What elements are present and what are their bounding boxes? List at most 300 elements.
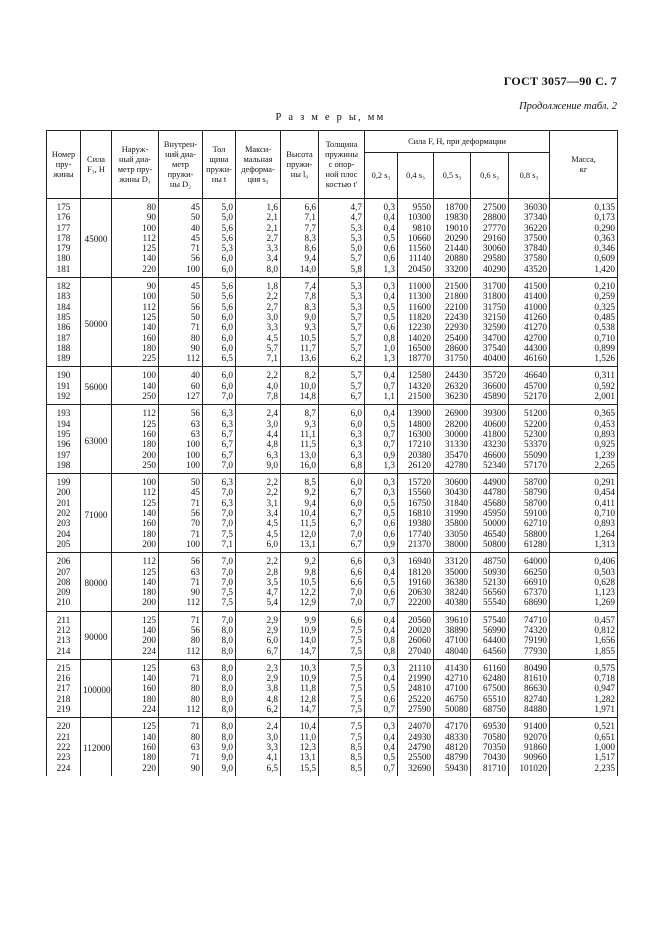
cell-value: 0,609 — [550, 253, 618, 263]
cell-value: 70350 — [471, 742, 509, 752]
table-row — [47, 278, 618, 292]
cell-value: 6,0 — [319, 474, 365, 488]
cell-value: 6,0 — [236, 635, 281, 645]
cell-value: 7,0 — [203, 577, 236, 587]
cell-value: 127 — [159, 391, 203, 405]
cell-value: 2,7 — [236, 233, 281, 243]
cell-num: 195 — [47, 429, 81, 439]
cell-value: 36220 — [509, 223, 550, 233]
cell-value: 35000 — [434, 567, 471, 577]
cell-value: 15,5 — [281, 763, 319, 776]
cell-value: 67370 — [509, 587, 550, 597]
cell-value: 33120 — [434, 553, 471, 567]
cell-num: 191 — [47, 381, 81, 391]
cell-value: 0,6 — [365, 518, 398, 528]
cell-value: 41500 — [509, 278, 550, 292]
cell-value: 12,8 — [281, 694, 319, 704]
cell-value: 6,6 — [319, 567, 365, 577]
header-line: F₃, Н — [87, 164, 105, 174]
cell-num: 208 — [47, 577, 81, 587]
cell-value: 9,8 — [281, 567, 319, 577]
cell-value: 2,1 — [236, 212, 281, 222]
cell-value: 51200 — [509, 405, 550, 419]
cell-value: 6,0 — [203, 333, 236, 343]
cell-value: 41400 — [509, 291, 550, 301]
cell-value: 21370 — [398, 539, 434, 553]
cell-value: 0,4 — [365, 611, 398, 625]
header-line: метр пру- — [117, 164, 153, 174]
cell-value: 0,899 — [550, 343, 618, 353]
table-row — [47, 659, 618, 673]
cell-value: 37840 — [509, 243, 550, 253]
cell-value: 6,0 — [236, 539, 281, 553]
cell-value: 140 — [112, 625, 159, 635]
cell-value: 7,5 — [203, 597, 236, 611]
cell-value: 56 — [159, 405, 203, 419]
table-row — [47, 646, 618, 660]
cell-value: 36230 — [434, 391, 471, 405]
cell-value: 6,7 — [319, 539, 365, 553]
cell-value: 31750 — [471, 302, 509, 312]
cell-value: 70430 — [471, 752, 509, 762]
cell-value: 7,8 — [281, 291, 319, 301]
cell-value: 46540 — [471, 529, 509, 539]
cell-value: 8,0 — [203, 732, 236, 742]
cell-value: 6,6 — [319, 553, 365, 567]
cell-value: 19160 — [398, 577, 434, 587]
header-line: ной плос — [325, 169, 358, 179]
cell-value: 160 — [112, 518, 159, 528]
cell-value: 2,2 — [236, 474, 281, 488]
cell-value: 44900 — [471, 474, 509, 488]
cell-value: 8,3 — [281, 233, 319, 243]
cell-value: 6,0 — [203, 322, 236, 332]
col-header-s3 — [236, 131, 281, 199]
cell-value: 21500 — [398, 391, 434, 405]
cell-num: 223 — [47, 752, 81, 762]
cell-value: 6,3 — [319, 450, 365, 460]
cell-value: 9,9 — [281, 611, 319, 625]
cell-value: 52170 — [509, 391, 550, 405]
cell-value: 180 — [112, 694, 159, 704]
cell-value: 11,5 — [281, 518, 319, 528]
col-header-f02: 0,2 s₃ — [365, 153, 398, 199]
table-row — [47, 508, 618, 518]
cell-value: 8,5 — [319, 763, 365, 776]
cell-value: 52300 — [509, 429, 550, 439]
cell-value: 1,0 — [365, 343, 398, 353]
cell-value: 7,8 — [236, 391, 281, 405]
spring-spec-table — [46, 130, 618, 776]
cell-value: 71 — [159, 243, 203, 253]
cell-num: 186 — [47, 322, 81, 332]
cell-value: 8,0 — [203, 704, 236, 718]
cell-value: 52130 — [471, 577, 509, 587]
cell-value: 9,0 — [236, 460, 281, 474]
cell-value: 5,6 — [203, 302, 236, 312]
cell-value: 4,8 — [236, 694, 281, 704]
cell-value: 14,7 — [281, 646, 319, 660]
cell-value: 19380 — [398, 518, 434, 528]
cell-num: 183 — [47, 291, 81, 301]
header-line: ны D₂ — [169, 179, 192, 189]
cell-value: 2,7 — [236, 302, 281, 312]
cell-value: 0,893 — [550, 429, 618, 439]
cell-value: 27770 — [471, 223, 509, 233]
cell-value: 16810 — [398, 508, 434, 518]
cell-value: 10,5 — [281, 333, 319, 343]
cell-value: 8,2 — [281, 367, 319, 381]
table-row — [47, 233, 618, 243]
cell-value: 1,264 — [550, 529, 618, 539]
table-row — [47, 333, 618, 343]
header-line: пружи- — [167, 169, 194, 179]
cell-value: 92070 — [509, 732, 550, 742]
cell-value: 11000 — [398, 278, 434, 292]
cell-value: 11,7 — [281, 343, 319, 353]
table-row — [47, 302, 618, 312]
cell-value: 0,538 — [550, 322, 618, 332]
cell-value: 50 — [159, 291, 203, 301]
cell-value: 100 — [112, 367, 159, 381]
cell-value: 250 — [112, 460, 159, 474]
cell-value: 0,346 — [550, 243, 618, 253]
cell-value: 0,5 — [365, 312, 398, 322]
cell-value: 24070 — [398, 718, 434, 732]
cell-value: 250 — [112, 391, 159, 405]
cell-value: 220 — [112, 264, 159, 278]
cell-value: 125 — [112, 611, 159, 625]
cell-value: 7,0 — [203, 460, 236, 474]
cell-value: 37540 — [471, 343, 509, 353]
cell-value: 56990 — [471, 625, 509, 635]
cell-value: 6,6 — [319, 577, 365, 587]
cell-value: 42700 — [509, 333, 550, 343]
force-group — [47, 718, 618, 776]
cell-value: 28200 — [434, 419, 471, 429]
cell-value: 200 — [112, 635, 159, 645]
cell-value: 8,5 — [319, 752, 365, 762]
cell-value: 35720 — [471, 367, 509, 381]
table-row — [47, 553, 618, 567]
cell-value: 8,0 — [203, 659, 236, 673]
cell-value: 4,5 — [236, 518, 281, 528]
cell-value: 8,5 — [319, 742, 365, 752]
cell-value: 125 — [112, 498, 159, 508]
col-header-d2 — [159, 131, 203, 199]
cell-value: 20560 — [398, 611, 434, 625]
cell-value: 1,000 — [550, 742, 618, 752]
cell-value: 26060 — [398, 635, 434, 645]
cell-value: 20290 — [434, 233, 471, 243]
cell-value: 9,4 — [281, 253, 319, 263]
col-header-l0 — [281, 131, 319, 199]
cell-num: 209 — [47, 587, 81, 597]
cell-value: 40380 — [434, 597, 471, 611]
table-row — [47, 577, 618, 587]
cell-value: 2,9 — [236, 673, 281, 683]
cell-value: 125 — [112, 718, 159, 732]
table-row — [47, 291, 618, 301]
cell-num: 179 — [47, 243, 81, 253]
cell-value: 9,4 — [281, 498, 319, 508]
table-row — [47, 381, 618, 391]
cell-num: 210 — [47, 597, 81, 611]
cell-value: 5,7 — [319, 381, 365, 391]
cell-value: 0,411 — [550, 498, 618, 508]
cell-value: 1,3 — [365, 353, 398, 367]
cell-value: 29160 — [471, 233, 509, 243]
cell-value: 0,5 — [365, 419, 398, 429]
cell-num: 199 — [47, 474, 81, 488]
cell-value: 50000 — [471, 518, 509, 528]
cell-value: 11560 — [398, 243, 434, 253]
cell-value: 0,259 — [550, 291, 618, 301]
cell-value: 11140 — [398, 253, 434, 263]
header-line: Наруж- — [121, 144, 149, 154]
cell-value: 45 — [159, 487, 203, 497]
cell-value: 7,0 — [203, 567, 236, 577]
cell-num: 176 — [47, 212, 81, 222]
cell-value: 0,7 — [365, 597, 398, 611]
cell-value: 59100 — [509, 508, 550, 518]
col-header-t — [203, 131, 236, 199]
cell-value: 6,3 — [203, 419, 236, 429]
cell-value: 100 — [159, 264, 203, 278]
cell-value: 5,7 — [319, 367, 365, 381]
cell-value: 6,7 — [319, 518, 365, 528]
cell-value: 50930 — [471, 567, 509, 577]
cell-value: 0,406 — [550, 553, 618, 567]
header-line: Масса, — [571, 154, 596, 164]
cell-force: 56000 — [81, 367, 112, 405]
cell-force: 80000 — [81, 553, 112, 611]
cell-value: 0,5 — [365, 577, 398, 587]
cell-value: 71 — [159, 498, 203, 508]
cell-value: 6,0 — [203, 312, 236, 322]
cell-value: 58700 — [509, 474, 550, 488]
cell-value: 30060 — [471, 243, 509, 253]
cell-value: 6,0 — [319, 405, 365, 419]
cell-value: 90960 — [509, 752, 550, 762]
cell-value: 0,365 — [550, 405, 618, 419]
cell-value: 160 — [112, 333, 159, 343]
cell-value: 68750 — [471, 704, 509, 718]
cell-num: 221 — [47, 732, 81, 742]
cell-value: 8,0 — [203, 673, 236, 683]
cell-value: 2,2 — [236, 367, 281, 381]
table-row — [47, 253, 618, 263]
cell-value: 0,135 — [550, 199, 618, 213]
cell-value: 22200 — [398, 597, 434, 611]
header-line: жины — [53, 169, 74, 179]
cell-value: 80490 — [509, 659, 550, 673]
cell-value: 16300 — [398, 429, 434, 439]
cell-value: 7,5 — [203, 587, 236, 597]
cell-value: 6,0 — [203, 381, 236, 391]
cell-value: 50800 — [471, 539, 509, 553]
cell-value: 7,0 — [203, 487, 236, 497]
cell-value: 9,0 — [203, 763, 236, 776]
cell-value: 22100 — [434, 302, 471, 312]
cell-value: 0,893 — [550, 518, 618, 528]
cell-value: 112 — [112, 553, 159, 567]
col-header-d1 — [112, 131, 159, 199]
cell-value: 12,3 — [281, 742, 319, 752]
cell-value: 6,7 — [203, 450, 236, 460]
cell-value: 140 — [112, 253, 159, 263]
cell-value: 0,6 — [365, 587, 398, 597]
cell-value: 9810 — [398, 223, 434, 233]
cell-value: 26900 — [434, 405, 471, 419]
cell-value: 0,4 — [365, 223, 398, 233]
cell-value: 80 — [159, 635, 203, 645]
cell-value: 63 — [159, 742, 203, 752]
table-row — [47, 498, 618, 508]
header-line: метр — [172, 159, 189, 169]
cell-num: 220 — [47, 718, 81, 732]
cell-value: 71 — [159, 718, 203, 732]
sizes-caption: Р а з м е р ы, мм — [275, 112, 386, 123]
cell-value: 9,0 — [203, 742, 236, 752]
cell-value: 3,4 — [236, 508, 281, 518]
cell-value: 8,0 — [236, 264, 281, 278]
table-row — [47, 391, 618, 405]
cell-value: 6,7 — [319, 508, 365, 518]
cell-value: 13,6 — [281, 353, 319, 367]
cell-value: 6,0 — [319, 419, 365, 429]
cell-value: 112 — [112, 302, 159, 312]
cell-value: 140 — [112, 673, 159, 683]
cell-value: 6,0 — [203, 367, 236, 381]
table-row — [47, 212, 618, 222]
cell-value: 5,6 — [203, 278, 236, 292]
cell-value: 66250 — [509, 567, 550, 577]
col-header-f08: 0,8 s₃ — [509, 153, 550, 199]
cell-value: 7,5 — [319, 732, 365, 742]
cell-value: 6,8 — [319, 460, 365, 474]
cell-value: 7,5 — [319, 625, 365, 635]
table-row — [47, 223, 618, 233]
cell-value: 16940 — [398, 553, 434, 567]
col-header-force-group: Сила F, Н, при деформации — [365, 131, 550, 153]
cell-value: 59430 — [434, 763, 471, 776]
header-line: костью t' — [325, 179, 358, 189]
table-row — [47, 243, 618, 253]
cell-value: 69530 — [471, 718, 509, 732]
table-row — [47, 718, 618, 732]
header-line: пружи- — [286, 159, 313, 169]
cell-value: 0,6 — [365, 243, 398, 253]
cell-value: 40400 — [471, 353, 509, 367]
cell-num: 202 — [47, 508, 81, 518]
cell-value: 58700 — [509, 498, 550, 508]
cell-value: 7,5 — [319, 694, 365, 704]
cell-value: 8,6 — [281, 243, 319, 253]
header-line: пру- — [55, 159, 72, 169]
cell-num: 204 — [47, 529, 81, 539]
header-line: деформа- — [241, 164, 275, 174]
cell-value: 1,656 — [550, 635, 618, 645]
cell-value: 15720 — [398, 474, 434, 488]
cell-value: 5,6 — [203, 291, 236, 301]
cell-value: 31700 — [471, 278, 509, 292]
cell-value: 6,0 — [203, 253, 236, 263]
cell-value: 48330 — [434, 732, 471, 742]
force-group — [47, 553, 618, 611]
cell-value: 5,3 — [319, 233, 365, 243]
cell-value: 10,4 — [281, 718, 319, 732]
document-header: ГОСТ 3057—90 С. 7 — [503, 74, 617, 88]
cell-value: 7,5 — [319, 718, 365, 732]
cell-num: 219 — [47, 704, 81, 718]
cell-force: 63000 — [81, 405, 112, 474]
header-line: ны l₀ — [290, 169, 309, 179]
cell-value: 100 — [159, 539, 203, 553]
cell-value: 8,0 — [203, 718, 236, 732]
table-row — [47, 742, 618, 752]
table-row — [47, 312, 618, 322]
table-row — [47, 518, 618, 528]
cell-value: 2,2 — [236, 291, 281, 301]
cell-value: 31750 — [434, 353, 471, 367]
cell-value: 7,1 — [236, 353, 281, 367]
cell-value: 25500 — [398, 752, 434, 762]
cell-value: 7,0 — [203, 391, 236, 405]
cell-value: 3,8 — [236, 683, 281, 693]
cell-value: 27040 — [398, 646, 434, 660]
cell-value: 64000 — [509, 553, 550, 567]
cell-value: 140 — [112, 508, 159, 518]
cell-value: 0,5 — [365, 752, 398, 762]
cell-value: 0,291 — [550, 474, 618, 488]
cell-value: 100 — [159, 439, 203, 449]
cell-value: 70 — [159, 518, 203, 528]
cell-value: 0,6 — [365, 694, 398, 704]
cell-value: 91860 — [509, 742, 550, 752]
cell-value: 180 — [112, 752, 159, 762]
cell-value: 1,8 — [236, 278, 281, 292]
cell-value: 0,5 — [365, 498, 398, 508]
cell-value: 7,5 — [319, 646, 365, 660]
cell-num: 214 — [47, 646, 81, 660]
cell-value: 0,3 — [365, 659, 398, 673]
cell-value: 0,4 — [365, 367, 398, 381]
cell-value: 62480 — [471, 673, 509, 683]
cell-value: 0,7 — [365, 439, 398, 449]
cell-value: 1,526 — [550, 353, 618, 367]
cell-value: 0,3 — [365, 199, 398, 213]
cell-value: 13,0 — [281, 450, 319, 460]
cell-value: 15560 — [398, 487, 434, 497]
cell-value: 7,0 — [319, 597, 365, 611]
cell-value: 1,282 — [550, 694, 618, 704]
cell-value: 46640 — [509, 367, 550, 381]
cell-value: 3,3 — [236, 742, 281, 752]
cell-value: 125 — [112, 659, 159, 673]
cell-value: 0,651 — [550, 732, 618, 742]
cell-value: 43520 — [509, 264, 550, 278]
cell-value: 27500 — [471, 199, 509, 213]
cell-value: 12,9 — [281, 597, 319, 611]
cell-num: 177 — [47, 223, 81, 233]
cell-value: 46750 — [434, 694, 471, 704]
cell-value: 48040 — [434, 646, 471, 660]
cell-value: 7,0 — [319, 587, 365, 597]
cell-value: 4,4 — [236, 429, 281, 439]
cell-value: 0,4 — [365, 673, 398, 683]
cell-value: 1,420 — [550, 264, 618, 278]
